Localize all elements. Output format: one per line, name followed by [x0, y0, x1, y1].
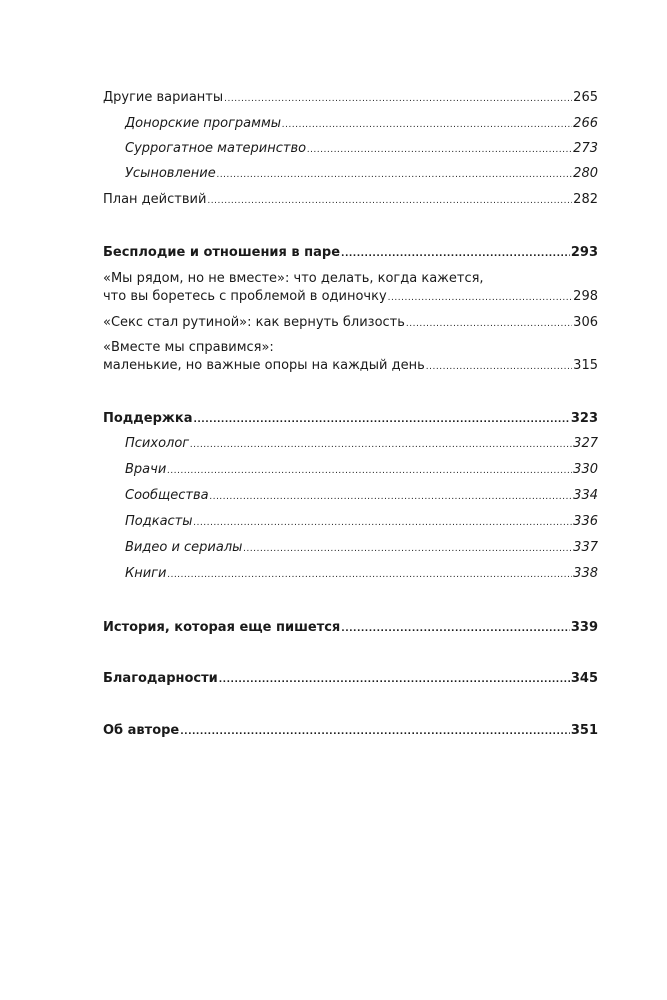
- toc-entry-page: 298: [573, 289, 598, 304]
- toc-entry-page: 265: [573, 90, 598, 105]
- toc-entry-title: Донорские программы: [125, 116, 282, 131]
- toc-entry-page: 327: [573, 436, 598, 451]
- toc-entry-page: 282: [573, 192, 598, 207]
- toc-entry-title: Видео и сериалы: [125, 540, 243, 555]
- dot-leader: [426, 358, 572, 376]
- toc-entry-doctors[interactable]: [125, 461, 598, 480]
- dot-leader: [167, 566, 572, 584]
- toc-entry-title: Суррогатное материнство: [125, 141, 307, 156]
- toc-section-page: 323: [570, 411, 598, 426]
- dot-leader: [388, 289, 573, 307]
- toc-section-page: 345: [570, 671, 598, 686]
- toc-entry-psychologist[interactable]: [125, 435, 598, 454]
- dot-leader: [210, 488, 573, 506]
- dot-leader: [219, 671, 570, 689]
- dot-leader: [224, 90, 572, 108]
- dot-leader: [167, 462, 572, 480]
- dot-leader: [282, 116, 572, 134]
- dot-leader: [307, 141, 572, 159]
- toc-entry-we-can-do-line1: «Вместе мы справимся»:: [103, 340, 274, 355]
- toc-section-infertility[interactable]: [103, 244, 598, 263]
- toc-entry-adoption[interactable]: [125, 165, 598, 184]
- toc-entry-routine[interactable]: [103, 314, 598, 333]
- toc-entry-other-options[interactable]: [103, 89, 598, 108]
- toc-entry-title: Врачи: [125, 462, 167, 477]
- toc-section-page: 351: [570, 723, 598, 738]
- toc-entry-together-apart-line1: «Мы рядом, но не вместе»: что делать, когда кажется,: [103, 271, 484, 286]
- toc-entry-page: 315: [573, 358, 598, 373]
- toc-entry-together-apart[interactable]: [103, 288, 598, 307]
- toc-section-author[interactable]: [103, 722, 598, 741]
- toc-entry-books[interactable]: [125, 565, 598, 584]
- toc-entry-title: Сообщества: [125, 488, 209, 503]
- dot-leader: [180, 723, 570, 741]
- toc-section-story[interactable]: [103, 619, 598, 638]
- toc-section-title: Об авторе: [103, 723, 180, 738]
- toc-entry-we-can-do[interactable]: [103, 357, 598, 376]
- dot-leader: [217, 166, 572, 184]
- toc-entry-title: Психолог: [125, 436, 190, 451]
- dot-leader: [406, 315, 572, 333]
- toc-entry-title: Книги: [125, 566, 167, 581]
- toc-entry-page: 337: [573, 540, 598, 555]
- toc-entry-title: «Секс стал рутиной»: как вернуть близость: [103, 315, 405, 330]
- toc-section-support[interactable]: [103, 410, 598, 429]
- toc-entry-surrogacy[interactable]: [125, 140, 598, 159]
- toc-entry-action-plan[interactable]: [103, 191, 598, 210]
- toc-section-page: 339: [570, 620, 598, 635]
- toc-entry-title: План действий: [103, 192, 207, 207]
- dot-leader: [193, 411, 569, 429]
- toc-entry-page: 334: [573, 488, 598, 503]
- dot-leader: [243, 540, 572, 558]
- toc-entry-page: 336: [573, 514, 598, 529]
- dot-leader: [341, 245, 570, 263]
- toc-section-thanks[interactable]: [103, 670, 598, 689]
- toc-entry-videos[interactable]: [125, 539, 598, 558]
- toc-entry-page: 266: [573, 116, 598, 131]
- toc-section-title: Бесплодие и отношения в паре: [103, 245, 341, 260]
- toc-entry-podcasts[interactable]: [125, 513, 598, 532]
- toc-entry-communities[interactable]: [125, 487, 598, 506]
- toc-entry-page: 306: [573, 315, 598, 330]
- dot-leader: [190, 436, 572, 454]
- toc-entry-title: что вы боретесь с проблемой в одиночку: [103, 289, 387, 304]
- toc-entry-title: Подкасты: [125, 514, 193, 529]
- toc-entry-page: 273: [573, 141, 598, 156]
- toc-section-title: История, которая еще пишется: [103, 620, 341, 635]
- toc-entry-title: Усыновление: [125, 166, 216, 181]
- toc-entry-title: маленькие, но важные опоры на каждый день: [103, 358, 425, 373]
- toc-section-page: 293: [570, 245, 598, 260]
- toc-entry-page: 338: [573, 566, 598, 581]
- toc-entry-page: 330: [573, 462, 598, 477]
- toc-entry-donor-programs[interactable]: [125, 115, 598, 134]
- toc-section-title: Благодарности: [103, 671, 218, 686]
- dot-leader: [207, 192, 572, 210]
- toc-section-title: Поддержка: [103, 411, 193, 426]
- toc-entry-page: 280: [573, 166, 598, 181]
- toc-entry-title: Другие варианты: [103, 90, 224, 105]
- dot-leader: [341, 620, 570, 638]
- dot-leader: [194, 514, 573, 532]
